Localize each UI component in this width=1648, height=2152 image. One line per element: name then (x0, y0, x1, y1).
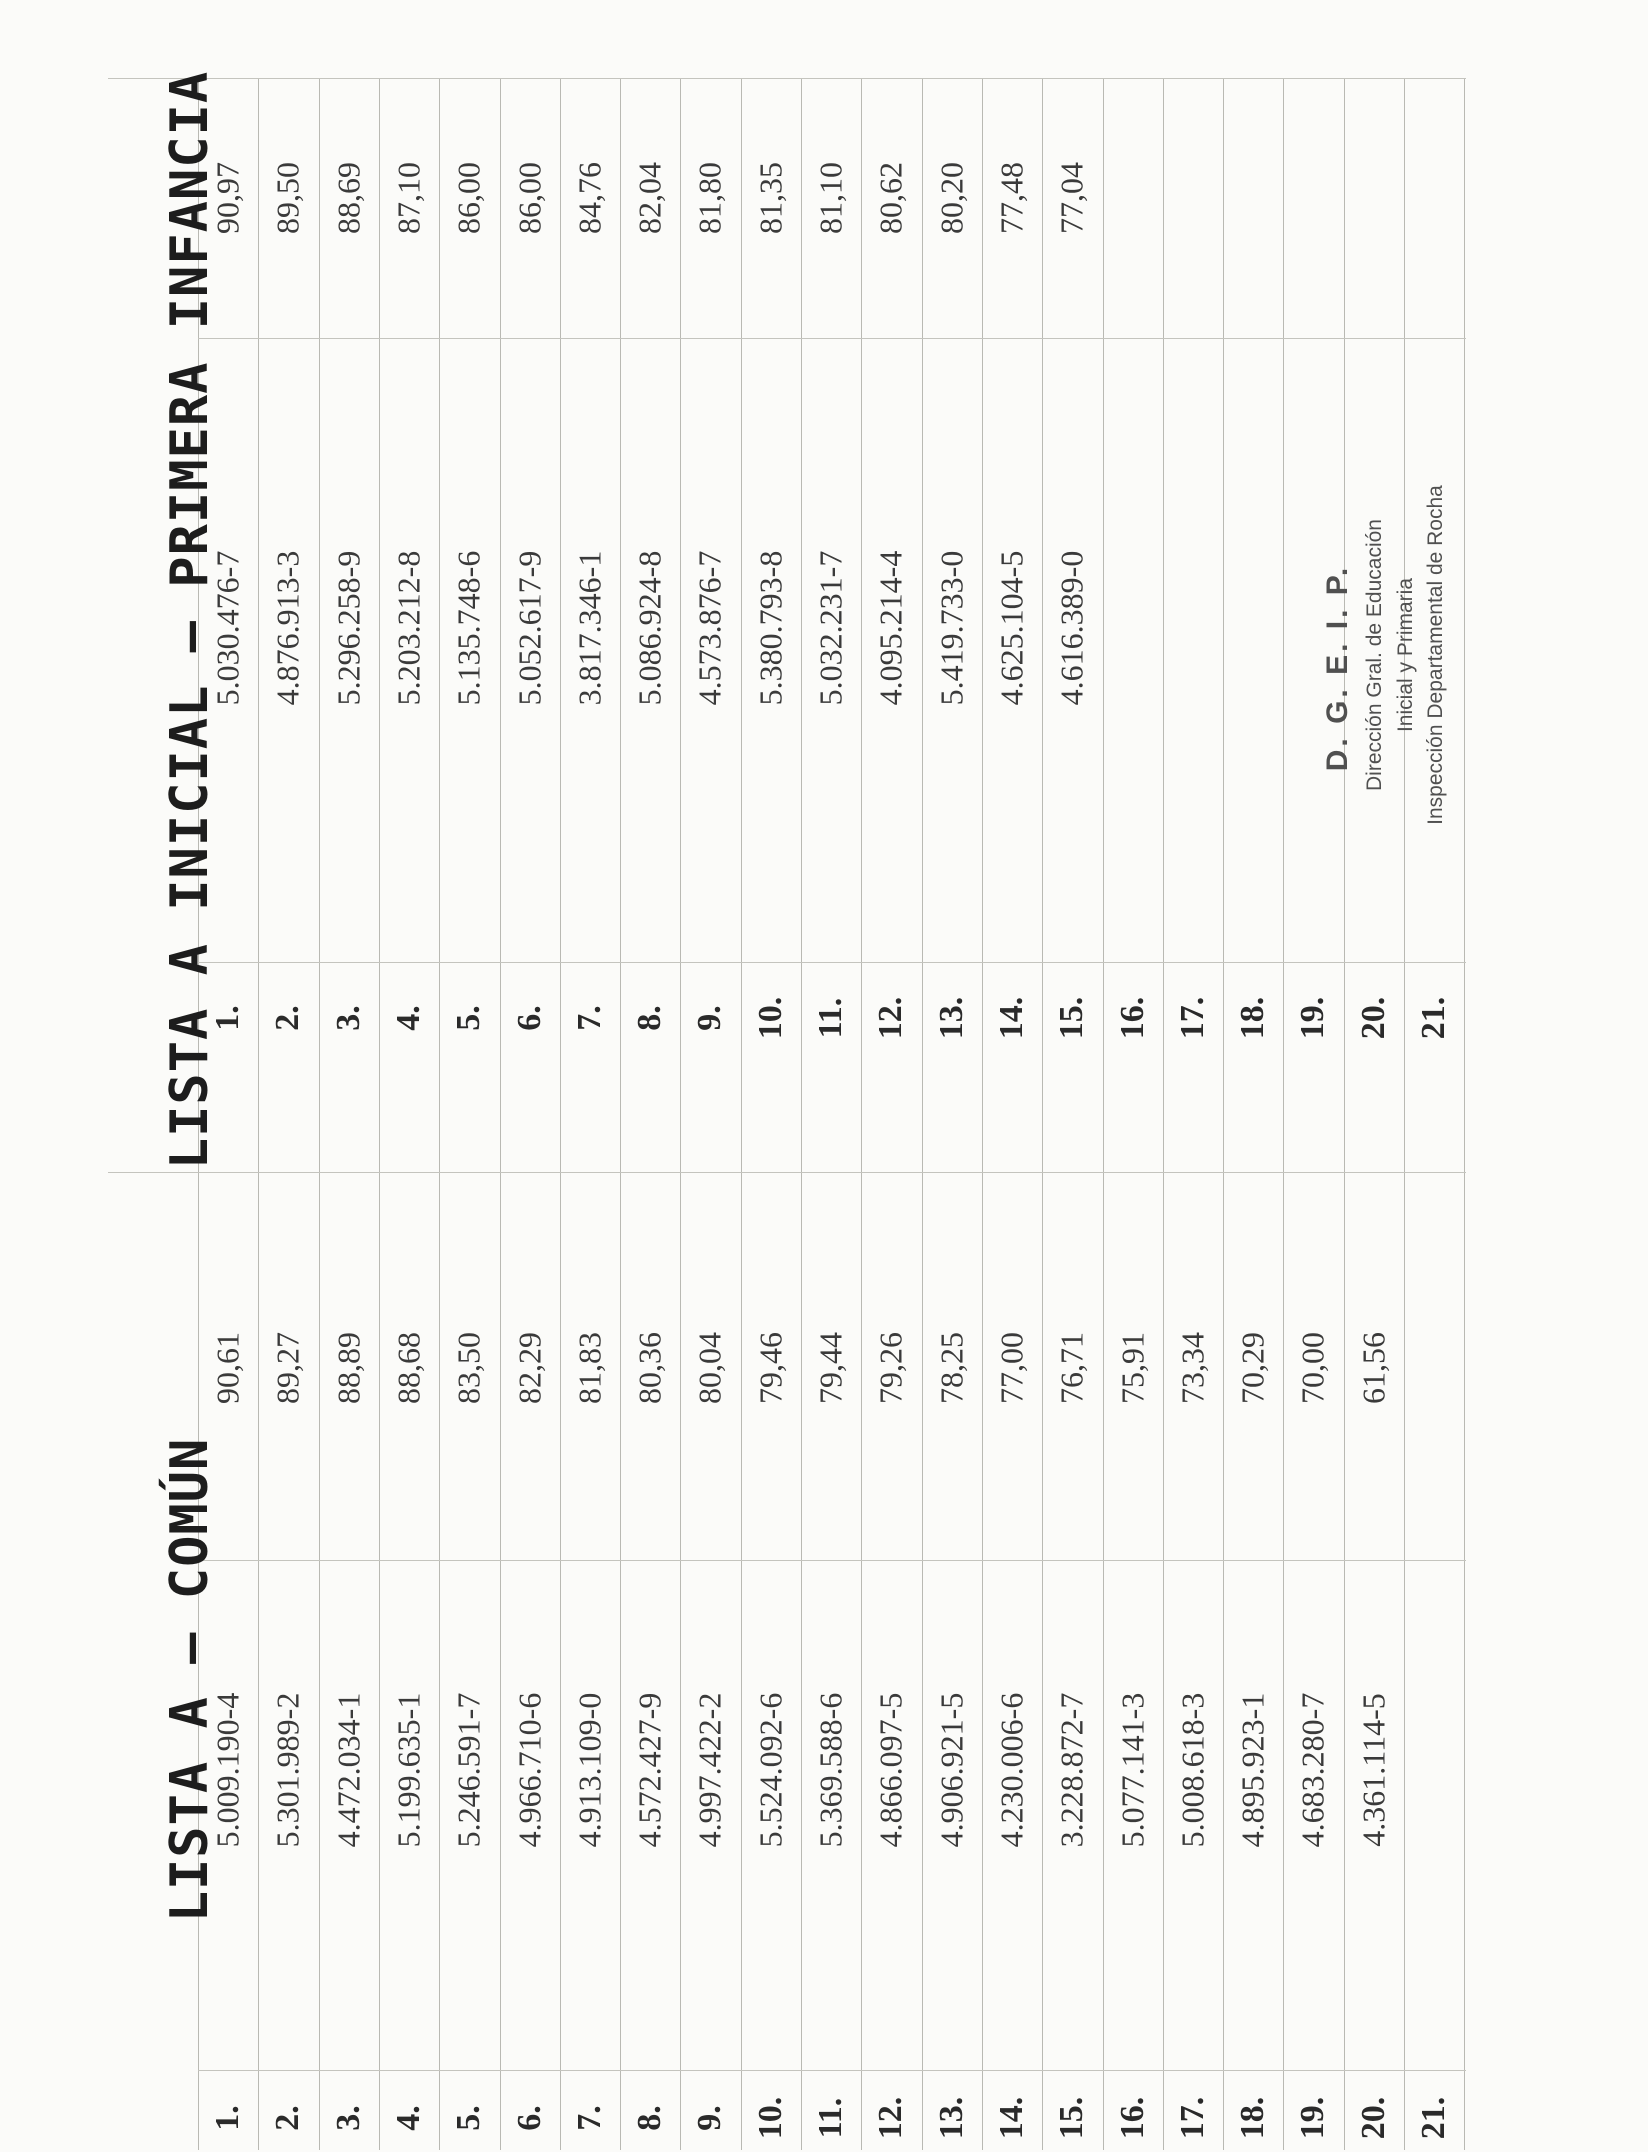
row-divider (500, 1172, 501, 2150)
row-number: 1. (209, 1005, 246, 1031)
row-divider (258, 1172, 259, 2150)
score-value: 90,97 (209, 162, 246, 234)
row-divider (620, 1172, 621, 2150)
row-divider (620, 78, 621, 1172)
score-value: 81,35 (752, 162, 789, 234)
score-value: 70,29 (1234, 1332, 1271, 1404)
row-number: 10. (752, 2096, 789, 2140)
row-number: 20. (1355, 2096, 1392, 2140)
row-divider (1464, 1172, 1465, 2150)
row-number: 14. (993, 2096, 1030, 2140)
row-divider (922, 1172, 923, 2150)
id-number: 5.086.924-8 (631, 550, 668, 706)
row-number: 18. (1234, 2096, 1271, 2140)
id-number: 5.419.733-0 (933, 550, 970, 706)
row-divider (982, 1172, 983, 2150)
row-number: 11. (812, 997, 849, 1039)
stamp-line: Inspección Departamental de Rocha (1424, 485, 1447, 825)
row-number: 8. (631, 2105, 668, 2131)
id-number: 5.008.618-3 (1174, 1692, 1211, 1848)
id-number: 4.876.913-3 (269, 550, 306, 706)
row-divider (1223, 1172, 1224, 2150)
row-number: 8. (631, 1005, 668, 1031)
row-divider (801, 78, 802, 1172)
row-divider (982, 78, 983, 1172)
row-divider (1103, 1172, 1104, 2150)
row-number: 9. (691, 1005, 728, 1031)
score-value: 86,00 (450, 162, 487, 234)
score-value: 87,10 (390, 162, 427, 234)
row-number: 11. (812, 2097, 849, 2139)
score-value: 80,20 (933, 162, 970, 234)
row-divider (439, 78, 440, 1172)
score-value: 80,36 (631, 1332, 668, 1404)
id-number: 4.572.427-9 (631, 1692, 668, 1848)
row-number: 4. (390, 2105, 427, 2131)
score-value: 77,48 (993, 162, 1030, 234)
row-divider (379, 78, 380, 1172)
score-value: 81,83 (571, 1332, 608, 1404)
row-number: 21. (1415, 996, 1452, 1040)
score-value: 81,80 (691, 162, 728, 234)
id-number: 4.866.097-5 (872, 1692, 909, 1848)
row-divider (1404, 1172, 1405, 2150)
row-divider (1042, 78, 1043, 1172)
score-value: 70,00 (1294, 1332, 1331, 1404)
score-value: 79,46 (752, 1332, 789, 1404)
row-number: 20. (1355, 996, 1392, 1040)
id-number: 4.230.006-6 (993, 1692, 1030, 1848)
row-number: 17. (1174, 996, 1211, 1040)
row-divider (680, 1172, 681, 2150)
row-number: 21. (1415, 2096, 1452, 2140)
stamp-title: D. G. E. I. P. (1321, 564, 1354, 772)
score-value: 79,44 (812, 1332, 849, 1404)
row-number: 13. (933, 996, 970, 1040)
row-divider (1163, 78, 1164, 1172)
row-divider (1464, 78, 1465, 1172)
row-number: 5. (450, 2105, 487, 2131)
id-number: 4.625.104-5 (993, 550, 1030, 706)
column-divider (198, 338, 1466, 339)
row-divider (1344, 1172, 1345, 2150)
score-value: 73,34 (1174, 1332, 1211, 1404)
score-value: 80,04 (691, 1332, 728, 1404)
row-divider (861, 78, 862, 1172)
id-number: 5.030.476-7 (209, 550, 246, 706)
score-value: 77,00 (993, 1332, 1030, 1404)
id-number: 4.683.280-7 (1294, 1692, 1331, 1848)
id-number: 5.135.748-6 (450, 550, 487, 706)
score-value: 75,91 (1114, 1332, 1151, 1404)
row-number: 12. (872, 2096, 909, 2140)
row-number: 6. (511, 1005, 548, 1031)
row-divider (801, 1172, 802, 2150)
row-divider (319, 78, 320, 1172)
id-number: 5.380.793-8 (752, 550, 789, 706)
row-number: 10. (752, 996, 789, 1040)
row-divider (1283, 1172, 1284, 2150)
score-value: 84,76 (571, 162, 608, 234)
id-number: 4.361.114-5 (1355, 1693, 1392, 1847)
row-divider (1283, 78, 1284, 1172)
id-number: 4.573.876-7 (691, 550, 728, 706)
id-number: 5.052.617-9 (511, 550, 548, 706)
id-number: 4.906.921-5 (933, 1692, 970, 1848)
score-value: 80,62 (872, 162, 909, 234)
id-number: 4.472.034-1 (330, 1692, 367, 1848)
score-value: 88,69 (330, 162, 367, 234)
score-value: 86,00 (511, 162, 548, 234)
row-number: 19. (1294, 2096, 1331, 2140)
row-number: 2. (269, 2105, 306, 2131)
row-number: 5. (450, 1005, 487, 1031)
id-number: 5.246.591-7 (450, 1692, 487, 1848)
score-value: 82,04 (631, 162, 668, 234)
row-number: 2. (269, 1005, 306, 1031)
row-divider (741, 1172, 742, 2150)
id-number: 5.301.989-2 (269, 1692, 306, 1848)
score-value: 78,25 (933, 1332, 970, 1404)
row-divider (1042, 1172, 1043, 2150)
score-value: 89,50 (269, 162, 306, 234)
row-number: 16. (1114, 996, 1151, 1040)
row-number: 3. (330, 2105, 367, 2131)
score-value: 79,26 (872, 1332, 909, 1404)
row-number: 1. (209, 2105, 246, 2131)
score-value: 89,27 (269, 1332, 306, 1404)
stamp-line: Inicial y Primaria (1394, 577, 1417, 733)
row-number: 9. (691, 2105, 728, 2131)
id-number: 5.032.231-7 (812, 550, 849, 706)
row-number: 18. (1234, 996, 1271, 1040)
row-number: 3. (330, 1005, 367, 1031)
row-divider (922, 78, 923, 1172)
row-number: 17. (1174, 2096, 1211, 2140)
id-number: 5.203.212-8 (390, 550, 427, 706)
row-number: 13. (933, 2096, 970, 2140)
id-number: 5.199.635-1 (390, 1692, 427, 1848)
score-value: 76,71 (1053, 1332, 1090, 1404)
id-number: 5.009.190-4 (209, 1692, 246, 1848)
row-divider (319, 1172, 320, 2150)
row-divider (1163, 1172, 1164, 2150)
id-number: 4.966.710-6 (511, 1692, 548, 1848)
row-divider (379, 1172, 380, 2150)
list-boundary (108, 78, 1466, 79)
list-title: LISTA A – COMÚN (160, 1437, 220, 1923)
id-number: 3.228.872-7 (1053, 1692, 1090, 1848)
row-divider (258, 78, 259, 1172)
row-divider (861, 1172, 862, 2150)
row-divider (500, 78, 501, 1172)
score-value: 61,56 (1355, 1332, 1392, 1404)
score-value: 88,68 (390, 1332, 427, 1404)
id-number: 4.895.923-1 (1234, 1692, 1271, 1848)
score-value: 81,10 (812, 162, 849, 234)
id-number: 3.817.346-1 (571, 550, 608, 706)
score-value: 88,89 (330, 1332, 367, 1404)
id-number: 4.095.214-4 (872, 550, 909, 706)
row-number: 7. (571, 1005, 608, 1031)
row-divider (560, 78, 561, 1172)
row-number: 14. (993, 996, 1030, 1040)
row-number: 19. (1294, 996, 1331, 1040)
id-number: 4.913.109-0 (571, 1692, 608, 1848)
row-divider (680, 78, 681, 1172)
row-divider (1103, 78, 1104, 1172)
id-number: 5.077.141-3 (1114, 1692, 1151, 1848)
id-number: 4.997.422-2 (691, 1692, 728, 1848)
row-number: 7. (571, 2105, 608, 2131)
column-divider (198, 962, 1466, 963)
row-number: 16. (1114, 2096, 1151, 2140)
score-value: 90,61 (209, 1332, 246, 1404)
score-value: 83,50 (450, 1332, 487, 1404)
id-number: 5.369.588-6 (812, 1692, 849, 1848)
row-divider (439, 1172, 440, 2150)
row-number: 15. (1053, 996, 1090, 1040)
row-number: 4. (390, 1005, 427, 1031)
row-number: 12. (872, 996, 909, 1040)
score-value: 82,29 (511, 1332, 548, 1404)
score-value: 77,04 (1053, 162, 1090, 234)
stamp-line: Dirección Gral. de Educación (1363, 519, 1386, 791)
row-number: 15. (1053, 2096, 1090, 2140)
id-number: 5.296.258-9 (330, 550, 367, 706)
list-title: LISTA A INICIAL – PRIMERA INFANCIA (160, 70, 220, 1170)
id-number: 5.524.092-6 (752, 1692, 789, 1848)
column-divider (198, 2070, 1466, 2071)
id-number: 4.616.389-0 (1053, 550, 1090, 706)
row-divider (560, 1172, 561, 2150)
row-divider (1223, 78, 1224, 1172)
list-boundary (108, 1172, 1466, 1173)
column-divider (198, 1560, 1466, 1561)
row-number: 6. (511, 2105, 548, 2131)
row-divider (741, 78, 742, 1172)
